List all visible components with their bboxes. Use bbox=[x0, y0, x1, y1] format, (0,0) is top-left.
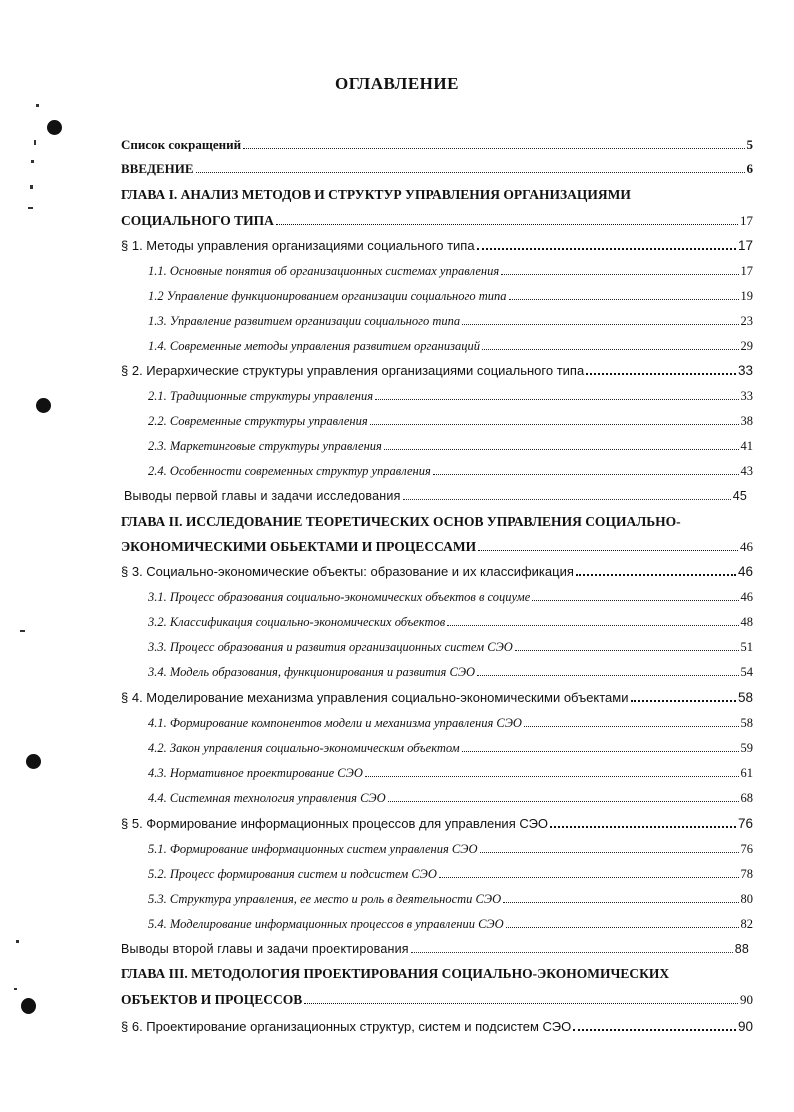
toc-entry-chapter-2[interactable]: ЭКОНОМИЧЕСКИМИ ОБЬЕКТАМИ И ПРОЦЕССАМИ 46 bbox=[121, 539, 753, 554]
toc-entry-subsection-2-2[interactable]: 2.2. Современные структуры управления 38 bbox=[148, 414, 753, 428]
toc-entry-subsection-2-3[interactable]: 2.3. Маркетинговые структуры управления 41 bbox=[148, 439, 753, 453]
toc-entry-section-3[interactable]: § 3. Социально-экономические объекты: образование и их классификация 46 bbox=[121, 564, 753, 579]
toc-entry-subsection-5-1[interactable]: 5.1. Формирование информационных систем управления СЭО 76 bbox=[148, 842, 753, 856]
toc-entry-chapter-1[interactable]: СОЦИАЛЬНОГО ТИПА 17 bbox=[121, 213, 753, 228]
toc-entry-section-1[interactable]: § 1. Методы управления организациями социального типа 17 bbox=[121, 238, 753, 253]
toc-entry-conclusions-1[interactable]: Выводы первой главы и задачи исследования 45 bbox=[124, 489, 747, 503]
toc-entry-subsection-3-1[interactable]: 3.1. Процесс образования социально-экономических объектов в социуме 46 bbox=[148, 590, 753, 604]
toc-entry-chapter-3[interactable]: ОБЪЕКТОВ И ПРОЦЕССОВ 90 bbox=[121, 992, 753, 1007]
toc-entry-subsection-3-2[interactable]: 3.2. Классификация социально-экономических объектов 48 bbox=[148, 615, 753, 629]
toc-entry-subsection-5-2[interactable]: 5.2. Процесс формирования систем и подсистем СЭО 78 bbox=[148, 867, 753, 881]
toc-entry-section-5[interactable]: § 5. Формирование информационных процессов для управления СЭО 76 bbox=[121, 816, 753, 831]
toc-entry-subsection-1-1[interactable]: 1.1. Основные понятия об организационных системах управления 17 bbox=[148, 264, 753, 278]
toc-entry-subsection-5-4[interactable]: 5.4. Моделирование информационных процессов в управлении СЭО 82 bbox=[148, 917, 753, 931]
toc-entry-subsection-2-4[interactable]: 2.4. Особенности современных структур управления 43 bbox=[148, 464, 753, 478]
toc-entry-conclusions-2[interactable]: Выводы второй главы и задачи проектирования 88 bbox=[121, 942, 749, 956]
toc-entry-section-2[interactable]: § 2. Иерархические структуры управления организациями социального типа 33 bbox=[121, 363, 753, 378]
toc-chapter-1-title[interactable]: ГЛАВА I. АНАЛИЗ МЕТОДОВ И СТРУКТУР УПРАВЛЕНИЯ ОРГАНИЗАЦИЯМИ bbox=[121, 187, 631, 202]
toc-chapter-3-title[interactable]: ГЛАВА III. МЕТОДОЛОГИЯ ПРОЕКТИРОВАНИЯ СОЦИАЛЬНО-ЭКОНОМИЧЕСКИХ bbox=[121, 966, 670, 981]
toc-entry-subsection-1-4[interactable]: 1.4. Современные методы управления развитием организаций 29 bbox=[148, 339, 753, 353]
toc-entry-subsection-4-1[interactable]: 4.1. Формирование компонентов модели и механизма управления СЭО 58 bbox=[148, 716, 753, 730]
page-title: ОГЛАВЛЕНИЕ bbox=[335, 74, 459, 93]
toc-entry-abbreviations[interactable]: Список сокращений 5 bbox=[121, 137, 753, 152]
toc-entry-subsection-4-3[interactable]: 4.3. Нормативное проектирование СЭО 61 bbox=[148, 766, 753, 780]
toc-entry-subsection-1-3[interactable]: 1.3. Управление развитием организации социального типа 23 bbox=[148, 314, 753, 328]
toc-entry-subsection-5-3[interactable]: 5.3. Структура управления, ее место и роль в деятельности СЭО 80 bbox=[148, 892, 753, 906]
toc-entry-introduction[interactable]: ВВЕДЕНИЕ 6 bbox=[121, 161, 753, 176]
toc-entry-subsection-3-3[interactable]: 3.3. Процесс образования и развития организационных систем СЭО 51 bbox=[148, 640, 753, 654]
toc-entry-subsection-2-1[interactable]: 2.1. Традиционные структуры управления 33 bbox=[148, 389, 753, 403]
toc-chapter-2-title[interactable]: ГЛАВА II. ИССЛЕДОВАНИЕ ТЕОРЕТИЧЕСКИХ ОСНОВ УПРАВЛЕНИЯ СОЦИАЛЬНО- bbox=[121, 514, 681, 529]
toc-entry-subsection-1-2[interactable]: 1.2 Управление функционированием организации социального типа 19 bbox=[148, 289, 753, 303]
toc-entry-subsection-3-4[interactable]: 3.4. Модель образования, функционирования и развития СЭО 54 bbox=[148, 665, 753, 679]
toc-entry-section-4[interactable]: § 4. Моделирование механизма управления социально-экономическими объектами 58 bbox=[121, 690, 753, 705]
toc-entry-subsection-4-2[interactable]: 4.2. Закон управления социально-экономическим объектом 59 bbox=[148, 741, 753, 755]
toc-entry-subsection-4-4[interactable]: 4.4. Системная технология управления СЭО 68 bbox=[148, 791, 753, 805]
toc-entry-section-6[interactable]: § 6. Проектирование организационных структур, систем и подсистем СЭО 90 bbox=[121, 1019, 753, 1034]
